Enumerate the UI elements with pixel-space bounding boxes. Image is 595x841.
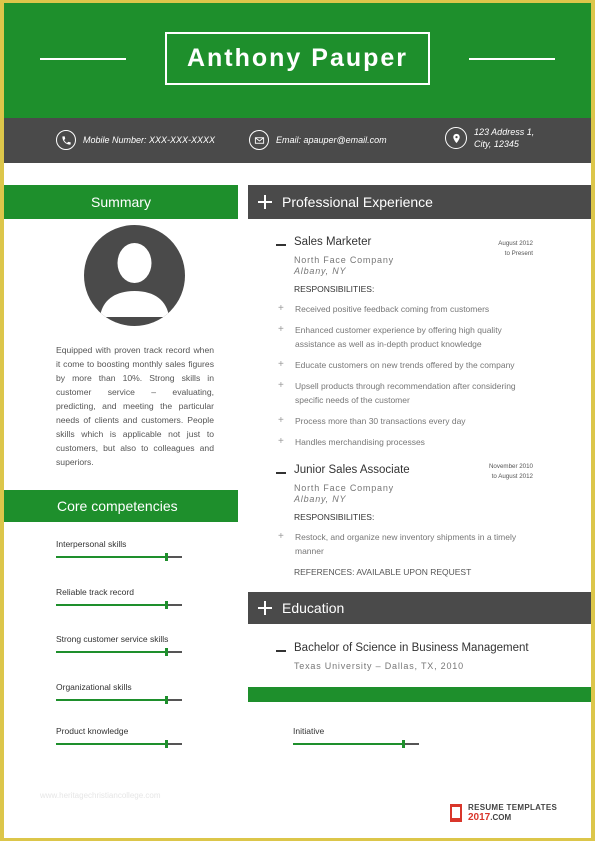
dash-icon [276, 650, 286, 652]
skill-label: Interpersonal skills [56, 539, 127, 549]
skill-bar [56, 604, 182, 606]
skill-bar-marker [165, 553, 168, 561]
brand-line2 [468, 812, 557, 823]
skill-label: Reliable track record [56, 587, 134, 597]
candidate-name: Anthony Pauper [186, 44, 409, 72]
skill-item [56, 682, 182, 701]
skill-bar-fill [56, 556, 166, 558]
job-location: Albany, NY [294, 266, 347, 276]
dash-icon [276, 472, 286, 474]
degree-title: Bachelor of Science in Business Management [294, 642, 529, 654]
address-text [474, 126, 534, 150]
list-item: + Enhanced customer experience by offering high quality assistance as well as in-depth product knowledge [278, 323, 536, 351]
job-company: North Face Company [294, 483, 394, 493]
skill-label: Strong customer service skills [56, 634, 169, 644]
skill-bar [56, 699, 182, 701]
skill-label: Organizational skills [56, 682, 132, 692]
school-name: Texas University – Dallas, TX, 2010 [294, 661, 464, 671]
email-icon [249, 130, 269, 150]
contact-bar [4, 118, 591, 163]
location-pin-icon [445, 127, 467, 149]
competencies-heading-bar [4, 490, 238, 522]
summary-heading: Summary [91, 194, 151, 210]
skill-bar-marker [165, 648, 168, 656]
watermark-text: www.heritagechristiancollege.com [40, 791, 161, 800]
experience-heading-bar [248, 185, 591, 219]
responsibilities-label: RESPONSIBILITIES: [294, 512, 375, 522]
brand-line1: RESUME TEMPLATES [468, 803, 558, 812]
job-date-end: to Present [504, 250, 533, 257]
job-title: Sales Marketer [294, 236, 372, 248]
plus-icon [258, 195, 272, 209]
competencies-heading: Core competencies [57, 498, 178, 514]
job-date-end: to August 2012 [491, 473, 533, 480]
skill-bar-marker [165, 740, 168, 748]
education-heading-bar [248, 592, 591, 624]
skill-item [56, 634, 182, 653]
list-item: + Educate customers on new trends offered by the company [278, 358, 536, 372]
address-line2: City, 12345 [474, 139, 519, 149]
skill-label: Product knowledge [56, 726, 129, 736]
job-company: North Face Company [294, 255, 394, 265]
skill-label: Initiative [293, 726, 325, 736]
responsibilities-list [278, 302, 536, 456]
skill-item [293, 726, 419, 745]
list-item: + Process more than 30 transactions every day [278, 414, 536, 428]
references-text: REFERENCES: AVAILABLE UPON REQUEST [294, 567, 472, 577]
skill-bar [293, 743, 419, 745]
skill-bar [56, 743, 182, 745]
skill-bar-fill [56, 743, 166, 745]
job-date-start: August 2012 [498, 240, 533, 247]
header-divider-right [469, 58, 555, 60]
contact-phone [56, 130, 215, 150]
phone-text: Mobile Number: XXX-XXX-XXXX [83, 135, 216, 145]
responsibilities-list [278, 530, 536, 565]
email-text: Email: apauper@email.com [276, 135, 387, 145]
header-divider-left [40, 58, 126, 60]
document-icon [450, 804, 462, 822]
dash-icon [276, 244, 286, 246]
resume-page [4, 3, 591, 838]
header-banner [4, 3, 591, 118]
phone-icon [56, 130, 76, 150]
skill-bar-marker [165, 696, 168, 704]
avatar [84, 225, 185, 326]
brand-logo [450, 803, 557, 823]
skill-bar [56, 556, 182, 558]
job-dates [473, 462, 533, 482]
contact-address [445, 126, 534, 150]
experience-heading: Professional Experience [282, 194, 433, 210]
list-item: + Handles merchandising processes [278, 435, 536, 449]
skill-item [56, 726, 182, 745]
responsibilities-label: RESPONSIBILITIES: [294, 284, 375, 294]
skill-bar-fill [293, 743, 403, 745]
list-item: + Received positive feedback coming from customers [278, 302, 536, 316]
name-box [165, 32, 430, 85]
job-date-start: November 2010 [488, 463, 533, 470]
skill-bar-fill [56, 604, 166, 606]
user-silhouette-icon [84, 225, 185, 326]
skill-item [56, 539, 182, 558]
skill-bar-marker [402, 740, 405, 748]
plus-icon [258, 601, 272, 615]
skill-bar [56, 651, 182, 653]
education-heading: Education [282, 600, 345, 616]
summary-text: Equipped with proven track record when it come to boosting monthly sales figures by more than 10%. Strong skills in customer service – evaluating, predicting, and meeting the particular needs of clients and customers. People skills which is applicable not just to customers, but also to colleagues and superiors. [56, 345, 214, 467]
job-location: Albany, NY [294, 494, 347, 504]
skill-bar-marker [165, 601, 168, 609]
contact-email [249, 130, 387, 150]
list-item: + Restock, and organize new inventory shipments in a timely manner [278, 530, 536, 558]
job-dates [473, 239, 533, 259]
job-title: Junior Sales Associate [294, 464, 410, 476]
list-item: + Upsell products through recommendation after considering specific needs of the customer [278, 379, 536, 407]
skill-bar-fill [56, 651, 166, 653]
address-line1: 123 Address 1, [474, 127, 535, 137]
brand-year: 2017 [468, 812, 491, 823]
summary-heading-bar [4, 185, 238, 219]
section-divider-bar [248, 687, 591, 702]
brand-suffix: .COM [490, 813, 512, 822]
skill-bar-fill [56, 699, 166, 701]
skill-item [56, 587, 182, 606]
